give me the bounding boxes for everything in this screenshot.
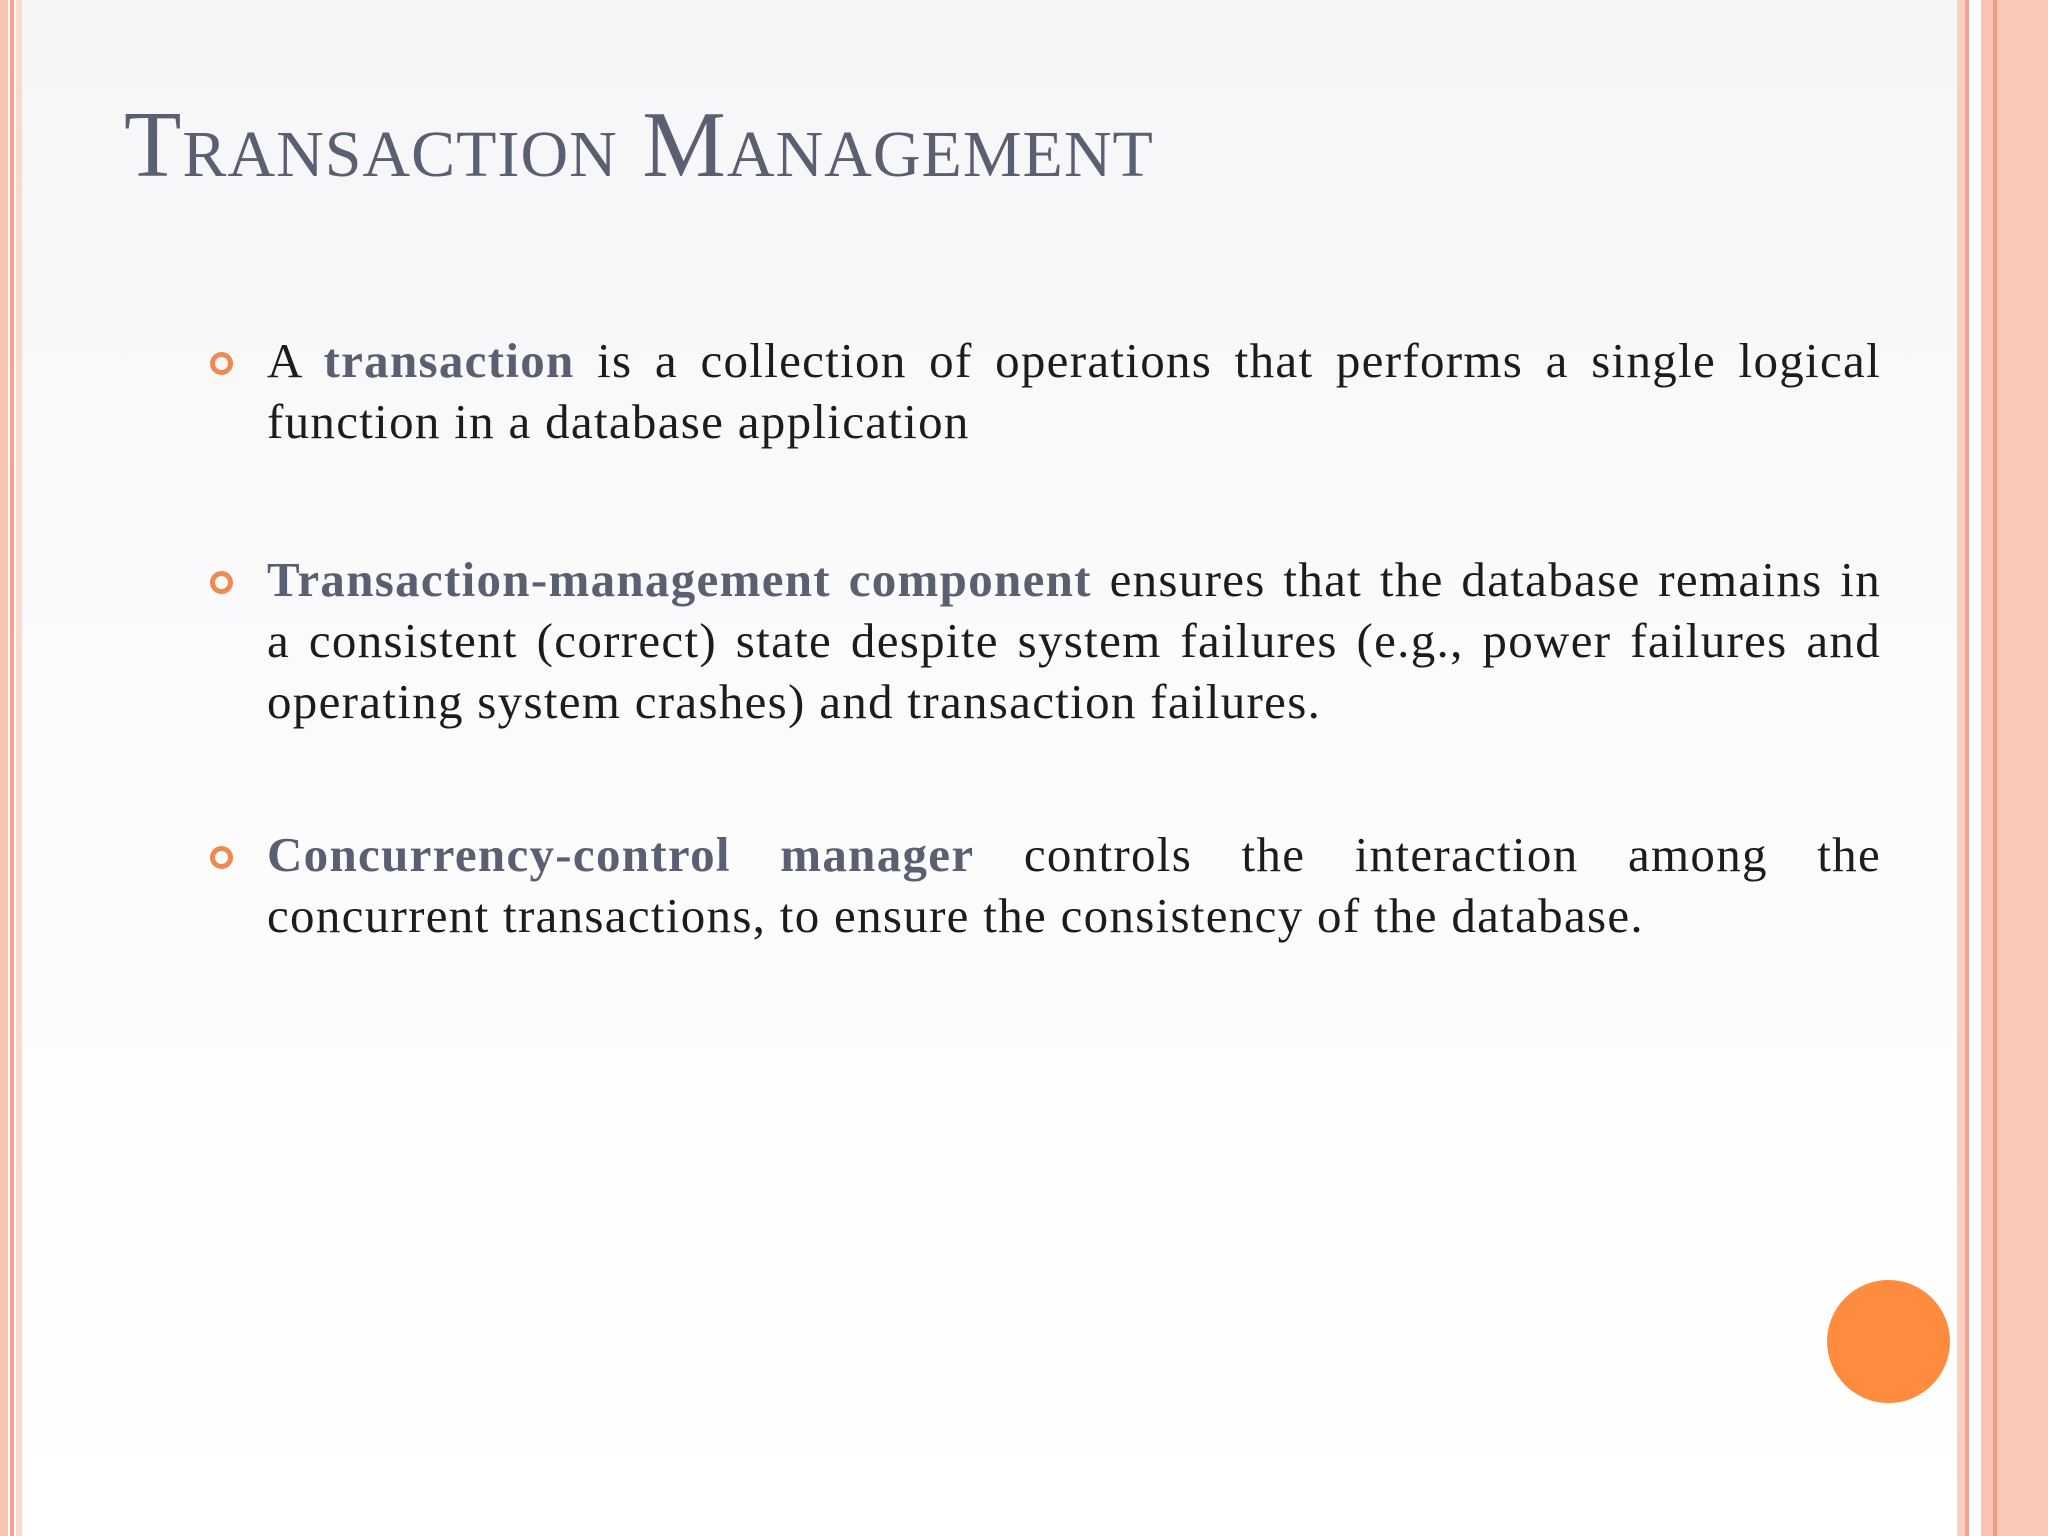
right-border-stripe [1981, 0, 1993, 1536]
circle-bullet-icon [210, 352, 233, 375]
circle-bullet-icon [210, 571, 233, 594]
bullet-list [205, 330, 1881, 1043]
orange-circle-icon [1827, 1280, 1950, 1403]
bullet-prefix: A [267, 333, 324, 388]
bullet-text: ensures that the database remains in a consistent (correct) state despite system failures (e.g., power failures and operating system crashes) and transaction failures. [267, 552, 1881, 729]
slide-title: Transaction Management [124, 93, 1154, 197]
left-border-stripe [0, 0, 8, 1536]
right-border-stripe [1997, 0, 2048, 1536]
circle-bullet-icon [210, 846, 233, 869]
bullet-item [205, 824, 1881, 946]
bullet-item [205, 549, 1881, 732]
left-border-stripe [16, 0, 22, 1536]
bullet-text: controls the interaction among the concurrent transactions, to ensure the consistency of the database. [267, 827, 1881, 943]
bullet-term: Concurrency-control manager [267, 827, 975, 882]
bullet-item [205, 330, 1881, 452]
bullet-term: transaction [323, 333, 575, 388]
bullet-term: Transaction-management component [267, 552, 1092, 607]
bullet-text: is a collection of operations that performs a single logical function in a database application [267, 333, 1881, 449]
right-border-stripe [1957, 0, 1965, 1536]
right-border-stripe [1969, 0, 1981, 1536]
left-border-stripe [10, 0, 14, 1536]
